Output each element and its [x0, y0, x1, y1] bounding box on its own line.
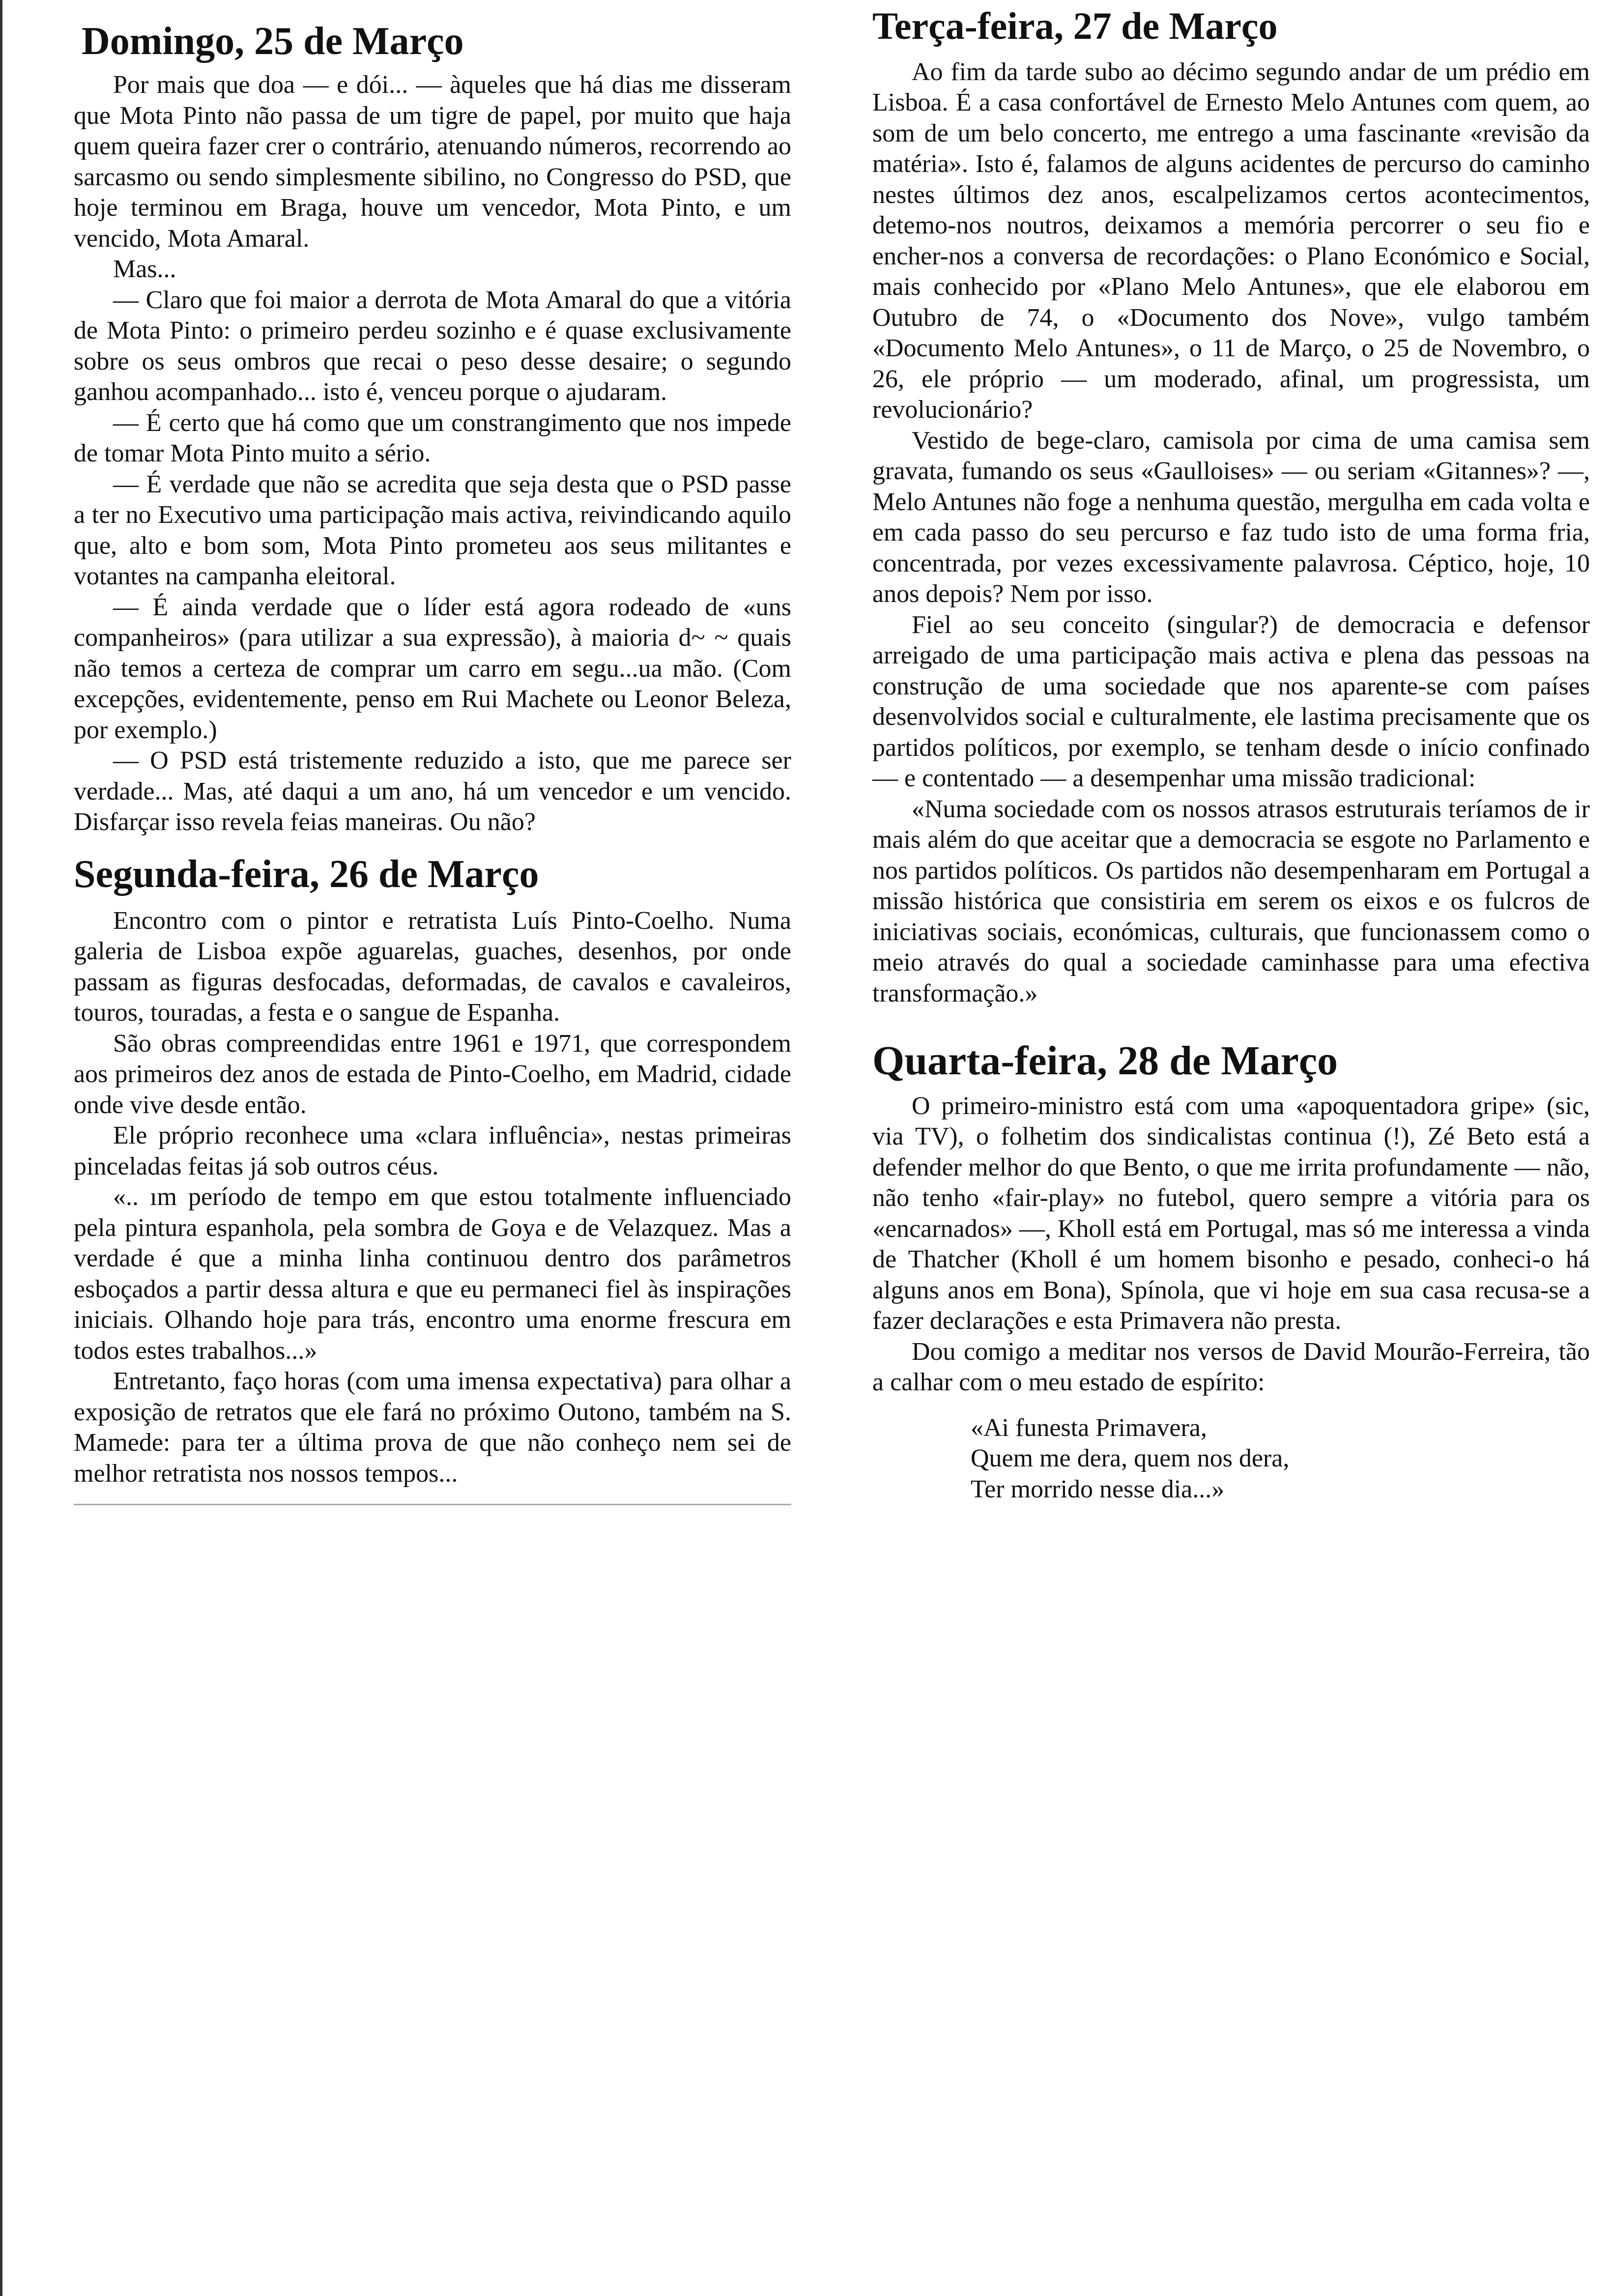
- verse-line: Quem me dera, quem nos dera,: [971, 1444, 1290, 1473]
- paragraph: «.. ım período de tempo em que estou totalmente influenciado pela pintura espanhola, pela sombra de Goya e de Velazquez. Mas a verdade é que a minha linha continuou dentro dos parâmetros esboçados a partir dessa altura e que eu permaneci fiel às inspirações iniciais. Olhando hoje para trás, encontro uma enorme frescura em todos estes trabalhos...»: [74, 1183, 791, 1365]
- entry-heading: Quarta-feira, 28 de Março: [872, 1038, 1338, 1084]
- entry-domingo: [74, 20, 791, 838]
- entry-segunda: [74, 853, 791, 1506]
- right-column: [872, 5, 1590, 1505]
- paragraph: Vestido de bege-claro, camisola por cima de uma camisa sem gravata, fumando os seus «Gaulloises» — ou seriam «Gitannes»? —, Melo Antunes não foge a nenhuma questão, mergulha em cada volta e em cada passo do seu percurso e faz tudo isto de uma forma fria, concentrada, por vezes excessivamente palavrosa. Céptico, hoje, 10 anos depois? Nem por isso.: [872, 426, 1590, 608]
- verse-quote: [971, 1413, 1590, 1505]
- entry-heading: Segunda-feira, 26 de Março: [74, 852, 539, 896]
- paragraph: «Numa sociedade com os nossos atrasos estruturais teríamos de ir mais além do que aceitar que a democracia se esgote no Parlamento e nos partidos políticos. Os partidos não desempenharam em Portugal a missão histórica que consistiria em serem os eixos e os fulcros de iniciativas sociais, económicas, culturais, que funcionassem como o meio através do qual a sociedade caminhasse para uma efectiva transformação.»: [872, 795, 1590, 1007]
- divider: [74, 1504, 791, 1505]
- paragraph: — É certo que há como que um constrangimento que nos impede de tomar Mota Pinto muito a sério.: [74, 408, 791, 467]
- paragraph: Ele próprio reconhece uma «clara influência», nestas primeiras pinceladas feitas já sob outros céus.: [74, 1121, 791, 1180]
- paragraph: São obras compreendidas entre 1961 e 1971, que correspondem aos primeiros dez anos de estada de Pinto-Coelho, em Madrid, cidade onde vive desde então.: [74, 1029, 791, 1119]
- entry-terca: [872, 5, 1590, 1009]
- paragraph: — O PSD está tristemente reduzido a isto, que me parece ser verdade... Mas, até daqui a um ano, há um vencedor e um vencido. Disfarçar isso revela feias maneiras. Ou não?: [74, 746, 791, 836]
- paragraph: Dou comigo a meditar nos versos de David Mourão-Ferreira, tão a calhar com o meu estado de espírito:: [872, 1337, 1590, 1397]
- paragraph: — É verdade que não se acredita que seja desta que o PSD passe a ter no Executivo uma participação mais activa, reivindicando aquilo que, alto e bom som, Mota Pinto prometeu aos seus militantes e votantes na campanha eleitoral.: [74, 470, 791, 590]
- verse-line: Ter morrido nesse dia...»: [971, 1475, 1225, 1503]
- paragraph: Por mais que doa — e dói... — àqueles que há dias me disseram que Mota Pinto não passa de um tigre de papel, por muito que haja quem queira fazer crer o contrário, atenuando números, recorrendo ao sarcasmo ou sendo simplesmente sibilino, no Congresso do PSD, que hoje terminou em Braga, houve um vencedor, Mota Pinto, e um vencido, Mota Amaral.: [74, 71, 791, 253]
- paragraph: Ao fim da tarde subo ao décimo segundo andar de um prédio em Lisboa. É a casa confortável de Ernesto Melo Antunes com quem, ao som de um belo concerto, me entrego a uma fascinante «revisão da matéria». Isto é, falamos de alguns acidentes de percurso do caminho nestes últimos dez anos, escalpelizamos certos acontecimentos, detemo-nos noutros, deixamos a memória percorrer o seu fio e encher-nos a conversa de recordações: o Plano Económico e Social, mais conhecido por «Plano Melo Antunes», que ele elaborou em Outubro de 74, o «Documento dos Nove», vulgo também «Documento Melo Antunes», o 11 de Março, o 25 de Novembro, o 26, ele próprio — um moderado, afinal, um progressista, um revolucionário?: [872, 57, 1590, 424]
- entry-heading: Domingo, 25 de Março: [82, 20, 464, 63]
- paragraph: — É ainda verdade que o líder está agora rodeado de «uns companheiros» (para utilizar a sua expressão), à maioria d~ ~ quais não temos a certeza de comprar um carro em segu...ua mão. (Com excepções, evidentemente, penso em Rui Machete ou Leonor Beleza, por exemplo.): [74, 593, 791, 744]
- paragraph: O primeiro-ministro está com uma «apoquentadora gripe» (sic, via TV), o folhetim dos sindicalistas continua (!), Zé Beto está a defender melhor do que Bento, o que me irrita profundamente — não, não tenho «fair-play» no futebol, quero sempre a vitória para os «encarnados» —, Kholl está em Portugal, mas só me interessa a vinda de Thatcher (Kholl é um homem bisonho e pesado, conheci-o há alguns anos em Bona), Spínola, que vi hoje em sua casa recusa-se a fazer declarações e esta Primavera não presta.: [872, 1091, 1590, 1335]
- page-margin-line: [0, 0, 2, 2296]
- paragraph: Fiel ao seu conceito (singular?) de democracia e defensor arreigado de uma participação mais activa e plena das pessoas na construção de uma sociedade que nos aparente-se com países desenvolvidos social e culturalmente, ele lastima precisamente que os partidos políticos, por exemplo, se tenham desde o início confinado — e contentado — a desempenhar uma missão tradicional:: [872, 610, 1590, 793]
- paragraph: Entretanto, faço horas (com uma imensa expectativa) para olhar a exposição de retratos que ele fará no próximo Outono, também na S. Mamede: para ter a última prova de que não conheço nem sei de melhor retratista nos nossos tempos...: [74, 1367, 791, 1488]
- left-column: [74, 20, 791, 1505]
- entry-heading: Terça-feira, 27 de Março: [872, 4, 1278, 47]
- paragraph: Encontro com o pintor e retratista Luís Pinto-Coelho. Numa galeria de Lisboa expõe aguarelas, guaches, desenhos, por onde passam as figuras desfocadas, deformadas, de cavalos e cavaleiros, touros, touradas, a festa e o sangue de Espanha.: [74, 906, 791, 1027]
- verse-line: «Ai funesta Primavera,: [971, 1413, 1207, 1442]
- entry-quarta: [872, 1038, 1590, 1505]
- paragraph: Mas...: [113, 255, 176, 283]
- paragraph: — Claro que foi maior a derrota de Mota Amaral do que a vitória de Mota Pinto: o primeiro perdeu sozinho e é quase exclusivamente sobre os seus ombros que recai o peso desse desaire; o segundo ganhou acompanhado... isto é, venceu porque o ajudaram.: [74, 286, 791, 406]
